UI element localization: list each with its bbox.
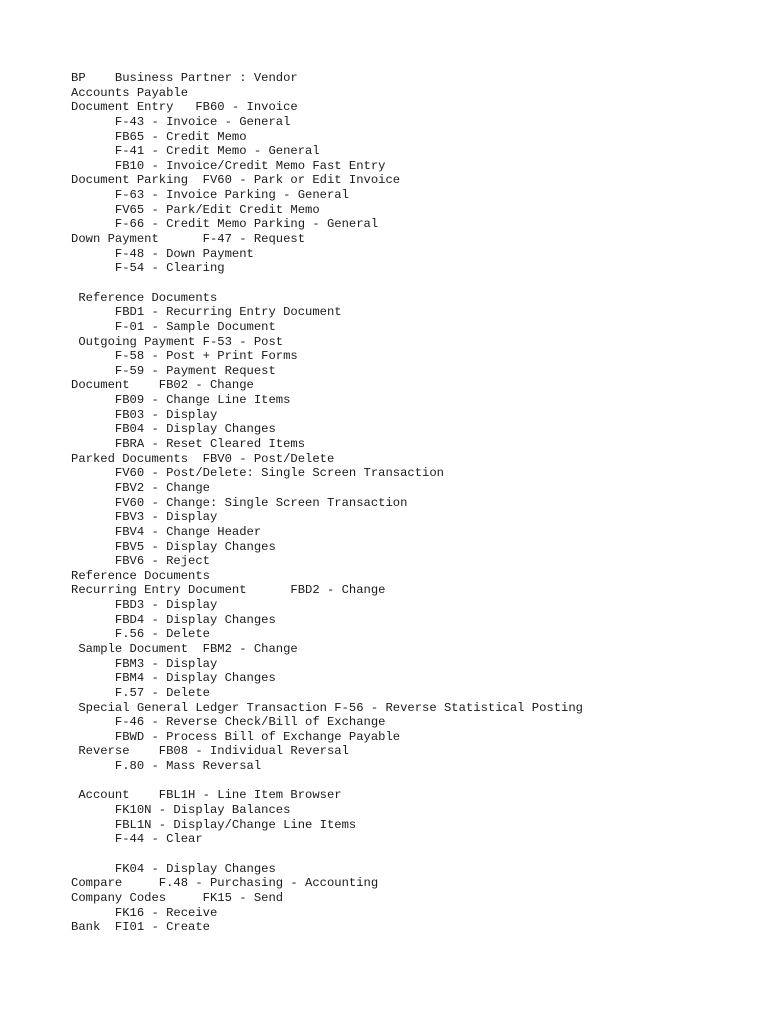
text-line: F-44 - Clear <box>71 832 203 847</box>
text-line: FK04 - Display Changes <box>71 861 276 876</box>
text-line: FBM4 - Display Changes <box>71 671 276 686</box>
text-line: FBV4 - Change Header <box>71 524 262 539</box>
text-line: FB09 - Change Line Items <box>71 393 291 408</box>
text-line: FBD3 - Display <box>71 598 218 613</box>
blank-line <box>71 276 731 291</box>
text-line: F-43 - Invoice - General <box>71 114 291 129</box>
text-line: F-46 - Reverse Check/Bill of Exchange <box>71 715 386 730</box>
text-line: Sample Document FBM2 - Change <box>71 641 298 656</box>
text-line: Compare F.48 - Purchasing - Accounting <box>71 876 379 891</box>
text-line: FB10 - Invoice/Credit Memo Fast Entry <box>71 158 386 173</box>
transaction-code-list <box>71 71 731 935</box>
text-line: FBV2 - Change <box>71 480 210 495</box>
text-line: Reference Documents <box>71 290 218 305</box>
text-line: F.57 - Delete <box>71 685 210 700</box>
text-line: FBWD - Process Bill of Exchange Payable <box>71 729 401 744</box>
text-line: Parked Documents FBV0 - Post/Delete <box>71 451 335 466</box>
text-line: F-48 - Down Payment <box>71 246 254 261</box>
text-line: FB03 - Display <box>71 407 218 422</box>
text-line: FV65 - Park/Edit Credit Memo <box>71 202 320 217</box>
blank-line <box>71 847 731 862</box>
text-line: FB65 - Credit Memo <box>71 129 247 144</box>
text-line: Accounts Payable <box>71 85 189 100</box>
text-line: Account FBL1H - Line Item Browser <box>71 788 342 803</box>
text-line: Company Codes FK15 - Send <box>71 890 284 905</box>
text-line: FBL1N - Display/Change Line Items <box>71 817 357 832</box>
text-line: Recurring Entry Document FBD2 - Change <box>71 583 386 598</box>
text-line: FV60 - Post/Delete: Single Screen Transaction <box>71 466 444 481</box>
text-line: FK16 - Receive <box>71 905 218 920</box>
text-line: FBRA - Reset Cleared Items <box>71 437 306 452</box>
text-line: FBV6 - Reject <box>71 554 210 569</box>
text-line: Outgoing Payment F-53 - Post <box>71 334 284 349</box>
text-line: FB04 - Display Changes <box>71 422 276 437</box>
text-line: Document FB02 - Change <box>71 378 254 393</box>
text-line: F-54 - Clearing <box>71 261 225 276</box>
text-line: FBV3 - Display <box>71 510 218 525</box>
text-line: F-59 - Payment Request <box>71 363 276 378</box>
text-line: Special General Ledger Transaction F-56 - Reverse Statistical Posting <box>71 700 583 715</box>
text-line: F-63 - Invoice Parking - General <box>71 188 349 203</box>
text-line: FK10N - Display Balances <box>71 803 291 818</box>
text-line: FBV5 - Display Changes <box>71 539 276 554</box>
text-line: Down Payment F-47 - Request <box>71 232 306 247</box>
text-line: FV60 - Change: Single Screen Transaction <box>71 495 408 510</box>
text-line: FBM3 - Display <box>71 656 218 671</box>
text-line: F-66 - Credit Memo Parking - General <box>71 217 379 232</box>
text-line: BP Business Partner : Vendor <box>71 71 298 85</box>
text-line: F.80 - Mass Reversal <box>71 759 262 774</box>
text-line: Document Parking FV60 - Park or Edit Invoice <box>71 173 401 188</box>
text-line: F.56 - Delete <box>71 627 210 642</box>
text-line: F-41 - Credit Memo - General <box>71 144 320 159</box>
text-line: FBD4 - Display Changes <box>71 612 276 627</box>
text-line: F-58 - Post + Print Forms <box>71 349 298 364</box>
blank-line <box>71 774 731 789</box>
text-line: Bank FI01 - Create <box>71 920 210 935</box>
text-line: FBD1 - Recurring Entry Document <box>71 305 342 320</box>
text-line: Reference Documents <box>71 568 210 583</box>
text-line: F-01 - Sample Document <box>71 319 276 334</box>
text-line: Reverse FB08 - Individual Reversal <box>71 744 349 759</box>
text-line: Document Entry FB60 - Invoice <box>71 100 298 115</box>
